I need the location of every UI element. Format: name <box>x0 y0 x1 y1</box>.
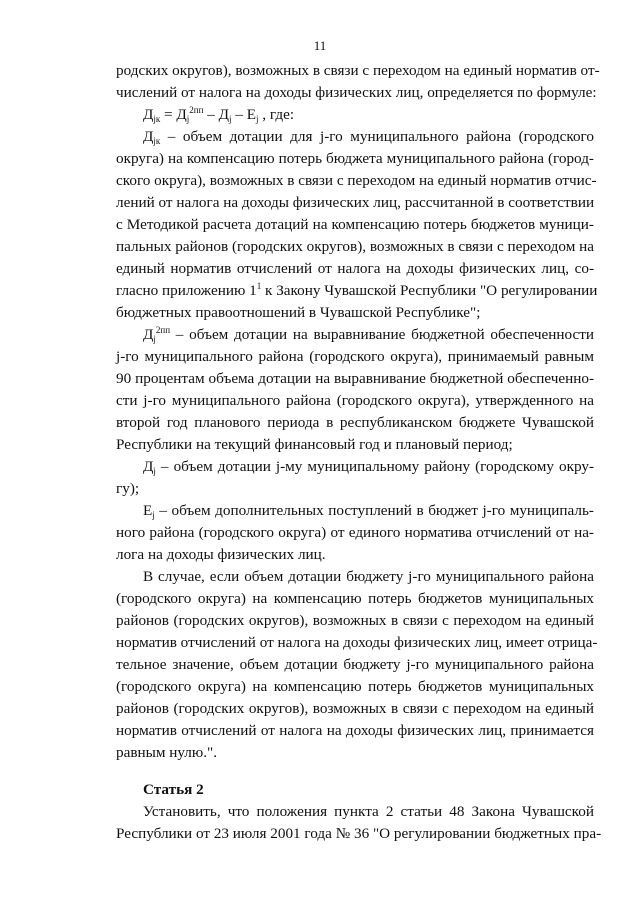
text-line: ского округа), возможных в связи с переходом на единый норматив отчис- <box>116 172 597 189</box>
text-line: сти j-го муниципального района (городского округа), утвержденного на <box>116 392 594 409</box>
text-line: (городского округа) на компенсацию потерь бюджетов муниципальных <box>116 678 594 695</box>
text-line: округа) на компенсацию потерь бюджета муниципального района (город- <box>116 150 594 167</box>
text-line: тельное значение, объем дотации бюджету j-го муниципального района <box>116 656 594 673</box>
text-line: Республики на текущий финансовый год и плановый период; <box>116 436 513 453</box>
text-line: единый норматив отчислений от налога на доходы физических лиц, со- <box>116 260 594 277</box>
text-line: норматив отчислений от налога на доходы физических лиц, имеет отрица- <box>116 634 598 651</box>
text-line: Установить, что положения пункта 2 статьи 48 Закона Чувашской <box>143 803 594 820</box>
text-line: 90 процентам объема дотации на выравнивание бюджетной обеспеченно- <box>116 370 594 387</box>
definition-dj2pp-first-line: $Д_j^{2пп}$ – объем дотации на выравнивание бюджетной обеспеченности <box>143 325 594 344</box>
text-line: числений от налога на доходы физических лиц, определяется по формуле: <box>116 84 597 101</box>
text-line: районов (городских округов), возможных в связи с переходом на единый <box>116 612 594 629</box>
text-line: второй год планового периода в республиканском бюджете Чувашской <box>116 414 594 431</box>
definition-djk-first-line: $Д_{jк}$ – объем дотации для j-го муниципального района (городского <box>143 128 594 146</box>
text-line: бюджетных правоотношений в Чувашской Республике"; <box>116 304 481 321</box>
formula: $Д_{jк} = Д_j^{2пп} - Д_j - Е_j$ , где: <box>143 105 295 124</box>
text-line: пальных районов (городских округов), возможных в связи с переходом на <box>116 238 594 255</box>
text-line: гу); <box>116 480 140 497</box>
page-number: 11 <box>313 38 327 53</box>
text-line: ного района (городского округа) от единого норматива отчислений от на- <box>116 524 594 541</box>
text-line: районов (городских округов), возможных в связи с переходом на единый <box>116 700 594 717</box>
text-line: (городского округа) на компенсацию потерь бюджетов муниципальных <box>116 590 594 607</box>
text-line: родских округов), возможных в связи с переходом на единый норматив от- <box>116 62 600 79</box>
text-line: лога на доходы физических лиц. <box>116 546 326 563</box>
text-line: с Методикой расчета дотаций на компенсацию потерь бюджетов муници- <box>116 216 594 233</box>
text-line: равным нулю.". <box>116 744 218 761</box>
article-heading: Статья 2 <box>143 781 204 798</box>
text-line: норматив отчислений от налога на доходы физических лиц, принимается <box>116 722 594 739</box>
text-line: j-го муниципального района (городского округа), принимаемый равным <box>116 348 594 365</box>
text-line: В случае, если объем дотации бюджету j-го муниципального района <box>143 568 594 585</box>
text-line: лений от налога на доходы физических лиц, рассчитанной в соответствии <box>116 194 595 211</box>
definition-dj-first-line: $Д_j$ – объем дотации j-му муниципальному району (городскому окру- <box>143 458 594 476</box>
definition-ej-first-line: $Е_j$ – объем дополнительных поступлений в бюджет j-го муниципаль- <box>143 502 594 520</box>
text-line: Республики от 23 июля 2001 года № 36 "О регулировании бюджетных пра- <box>116 825 602 842</box>
text-line: гласно приложению $1^1$ к Закону Чувашской Республики "О регулировании <box>116 281 598 299</box>
